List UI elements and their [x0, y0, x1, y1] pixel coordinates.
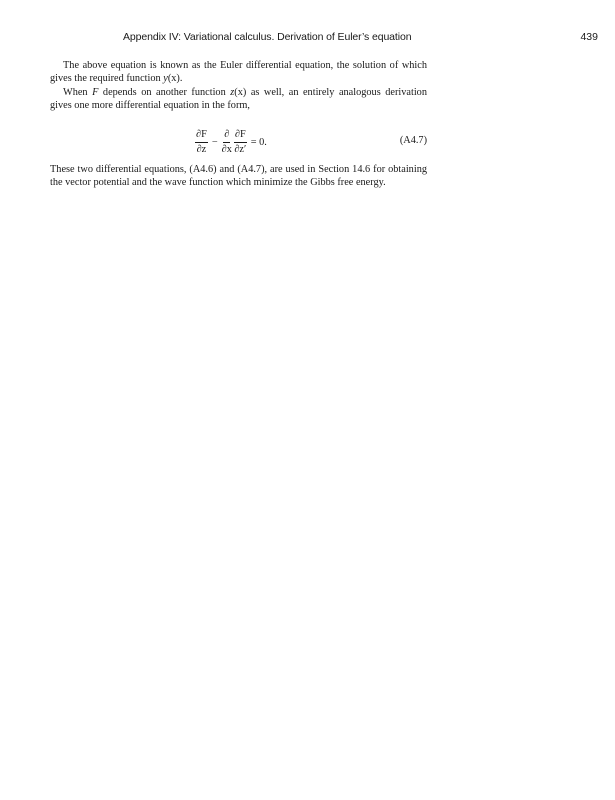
fraction-numerator: ∂F — [195, 129, 208, 143]
fraction-dF-dzprime — [234, 129, 247, 156]
fraction-d-dx — [222, 129, 232, 156]
paragraph-conclusion: These two differential equations, (A4.6) and (A4.7), are used in Section 14.6 for obtaining the vector potential and the wave function which minimize the Gibbs free energy. — [50, 164, 427, 189]
fraction-denominator: ∂z — [196, 143, 207, 155]
equation-body — [195, 127, 271, 157]
running-head: Appendix IV: Variational calculus. Derivation of Euler’s equation — [123, 31, 412, 43]
page-number: 439 — [580, 31, 598, 43]
paragraph-euler-equation: The above equation is known as the Euler differential equation, the solution of which gives the required function y(x). — [50, 60, 427, 85]
equation-label: (A4.7) — [399, 135, 427, 146]
paragraph-analogous-derivation: When F depends on another function z(x) as well, an entirely analogous derivation gives one more differential equation in the form, — [50, 86, 427, 112]
fraction-denominator: ∂z′ — [234, 143, 247, 155]
fraction-numerator: ∂F — [234, 129, 247, 143]
fraction-denominator: ∂x — [221, 143, 232, 155]
fraction-numerator: ∂ — [223, 129, 230, 143]
fraction-dF-dz — [195, 129, 208, 156]
equation-rhs: = 0. — [250, 136, 267, 148]
body-text-top — [50, 59, 427, 113]
equation-a4-7 — [50, 127, 427, 157]
minus-sign: − — [211, 136, 218, 148]
body-text-bottom — [50, 163, 427, 190]
